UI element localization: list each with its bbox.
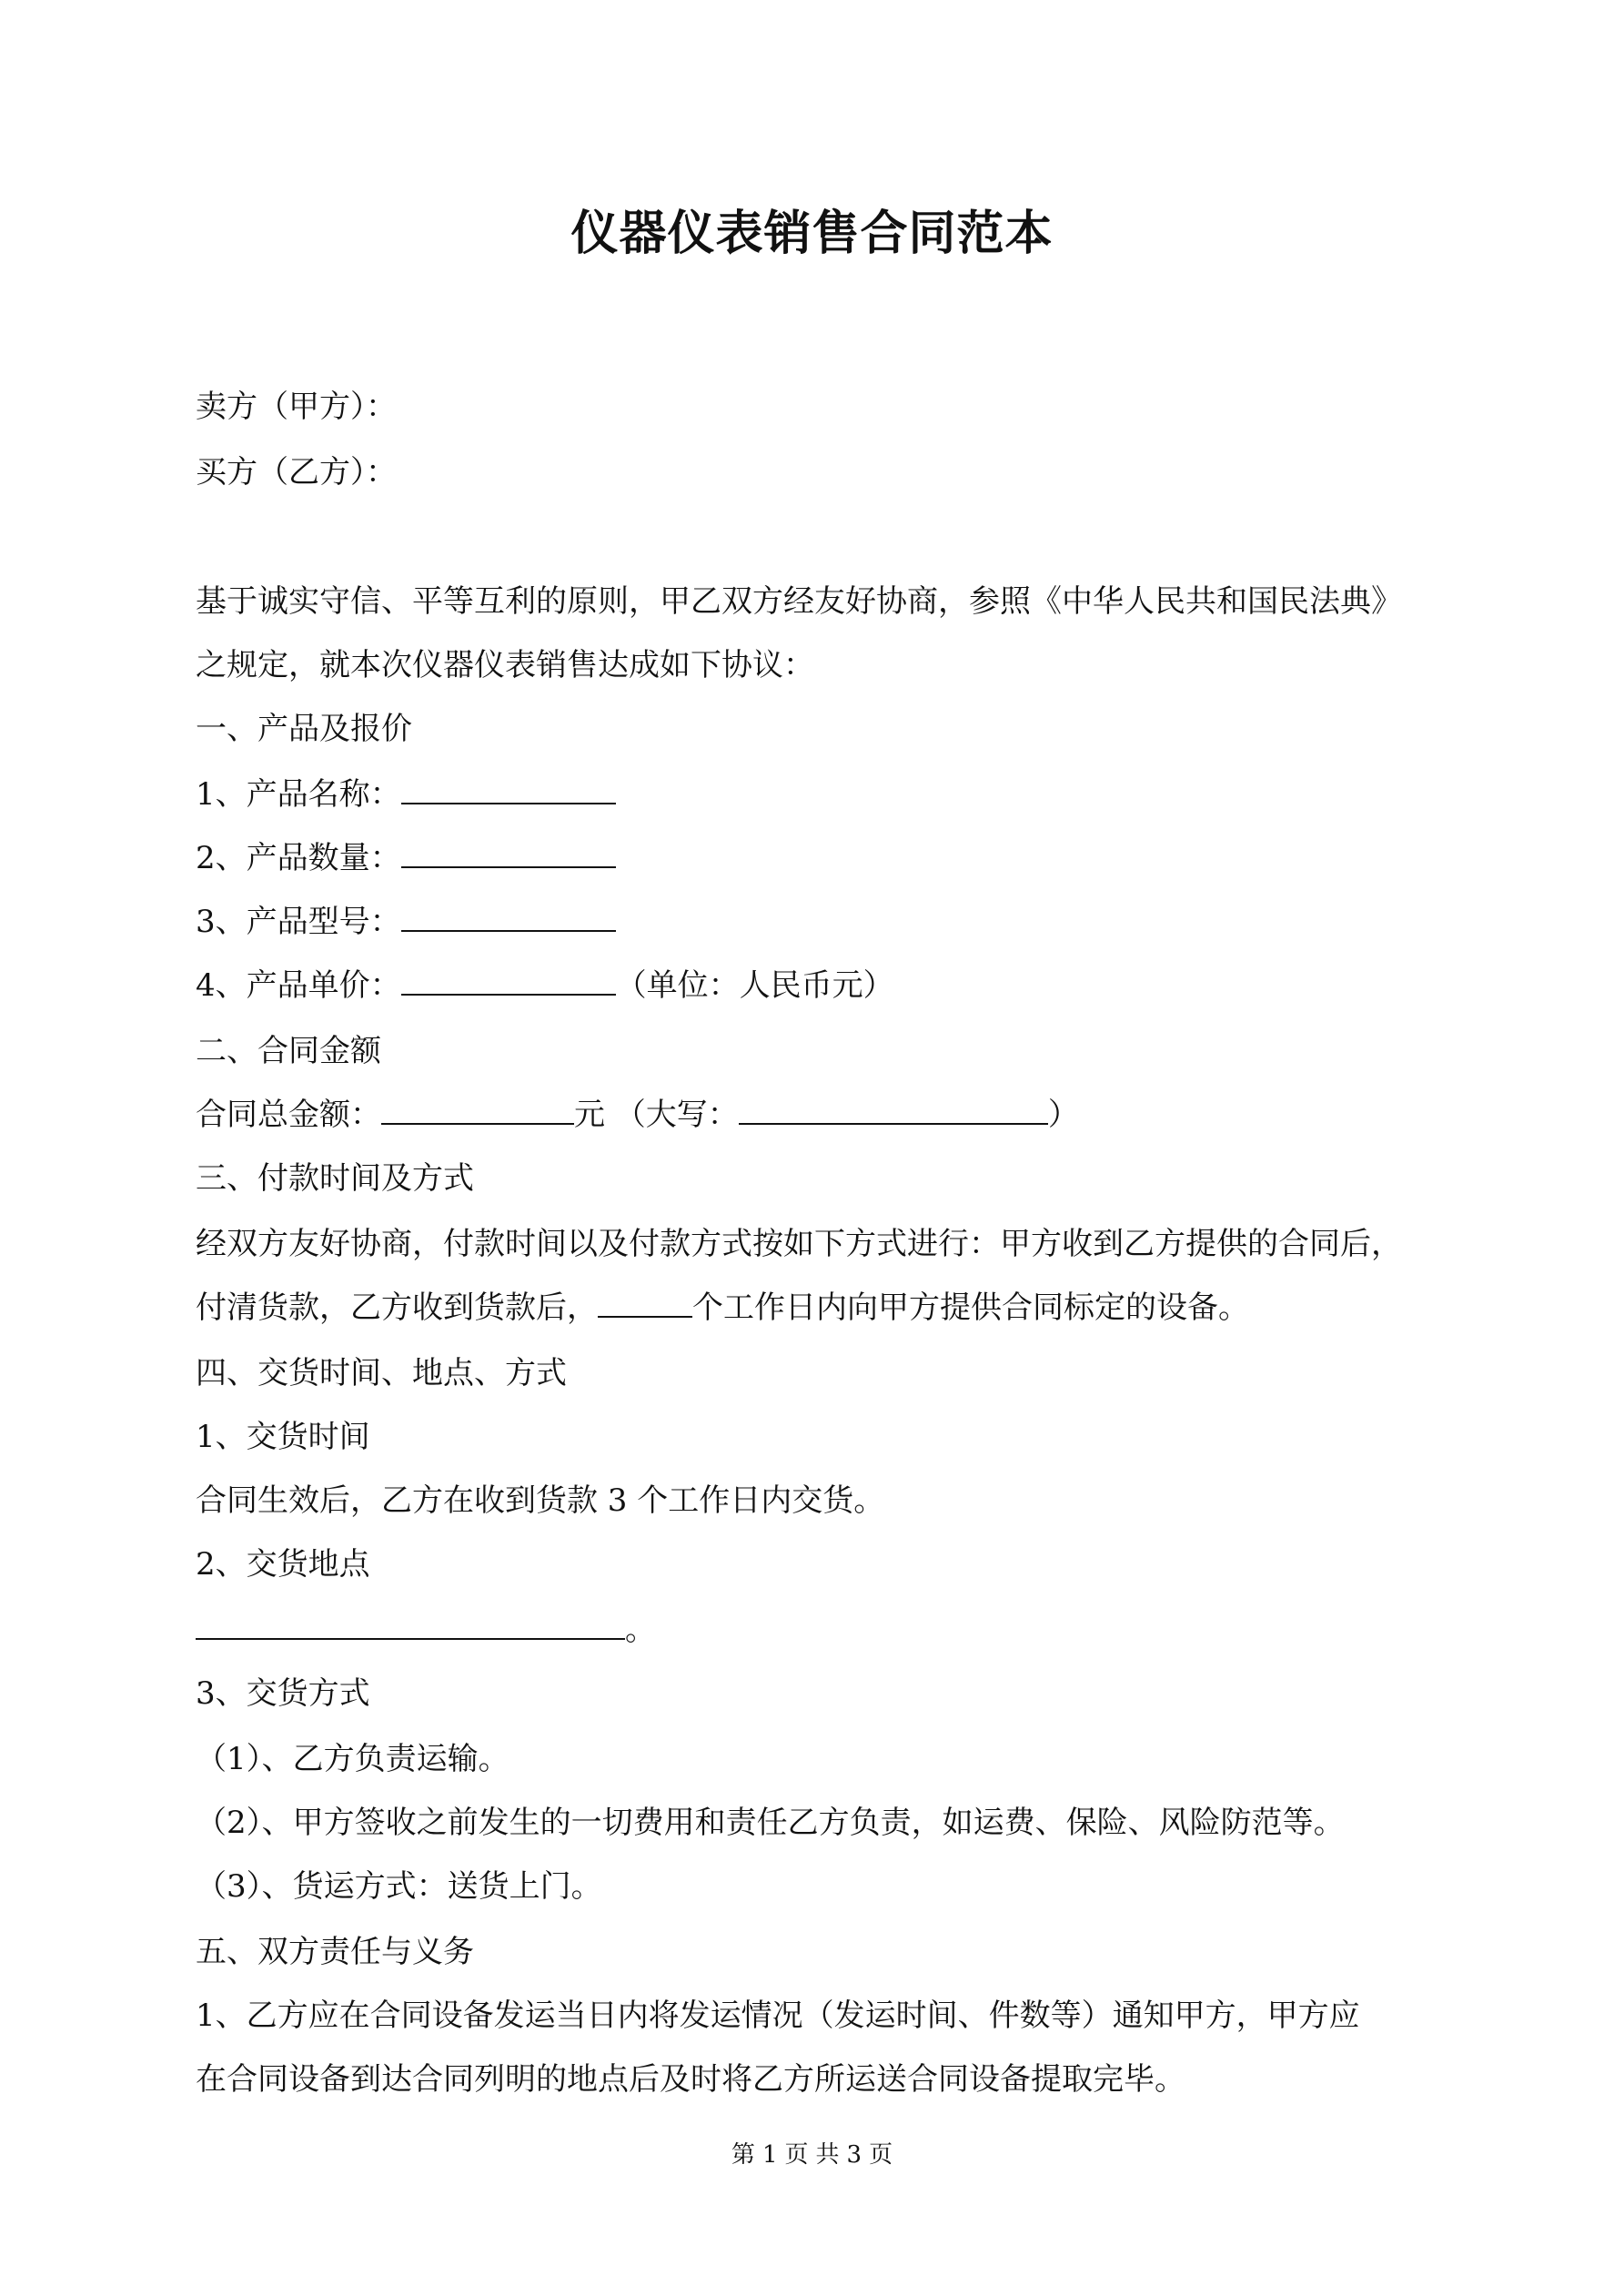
product-name-row — [196, 774, 616, 815]
footer-page-label: 第 — [731, 2141, 755, 2169]
preamble-line-2: 之规定，就本次仪器仪表销售达成如下协议： — [196, 647, 814, 683]
product-price-blank — [401, 965, 616, 996]
delivery-place-row — [196, 1609, 656, 1651]
payment-line-1: 经双方友好协商，付款时间以及付款方式按如下方式进行：甲方收到乙方提供的合同后， — [196, 1226, 1402, 1262]
section2-heading: 二、合同金额 — [196, 1033, 381, 1069]
contract-total-label: 合同总金额： — [196, 1097, 381, 1133]
document-title: 仪器仪表销售合同范本 — [570, 206, 1054, 261]
footer-total-label: 共 — [815, 2141, 840, 2169]
payment-line-2-suffix: 个工作日内向甲方提供合同标定的设备。 — [692, 1290, 1249, 1326]
product-name-blank — [401, 774, 616, 804]
delivery-method-3: （3）、货运方式：送货上门。 — [196, 1868, 602, 1905]
seller-line: 卖方（甲方）： — [196, 389, 397, 425]
payment-line-2 — [196, 1287, 1249, 1329]
product-price-label: 4、产品单价： — [196, 967, 401, 1004]
payment-days-blank — [598, 1287, 692, 1318]
footer-page-unit: 页 — [784, 2141, 809, 2169]
delivery-place-blank — [196, 1609, 625, 1640]
responsibility-line-2: 在合同设备到达合同列明的地点后及时将乙方所运送合同设备提取完毕。 — [196, 2061, 1185, 2098]
delivery-method-1: （1）、乙方负责运输。 — [196, 1741, 509, 1777]
section4-heading: 四、交货时间、地点、方式 — [196, 1355, 567, 1391]
responsibility-line-1: 1、乙方应在合同设备发运当日内将发运情况（发运时间、件数等）通知甲方，甲方应 — [196, 1998, 1360, 2034]
contract-total-row — [196, 1094, 1079, 1136]
payment-line-2-prefix: 付清货款，乙方收到货款后， — [196, 1290, 598, 1326]
product-quantity-label: 2、产品数量： — [196, 840, 401, 876]
contract-total-unit: 元 （大写： — [574, 1097, 739, 1133]
product-model-label: 3、产品型号： — [196, 904, 401, 940]
product-model-blank — [401, 901, 616, 932]
footer-total-unit: 页 — [869, 2141, 893, 2169]
section5-heading: 五、双方责任与义务 — [196, 1934, 474, 1970]
delivery-place-suffix: 。 — [625, 1612, 656, 1648]
product-model-row — [196, 901, 616, 943]
product-quantity-row — [196, 837, 616, 879]
delivery-time-text: 合同生效后，乙方在收到货款 3 个工作日内交货。 — [196, 1482, 885, 1519]
footer-total-pages: 3 — [846, 2141, 862, 2169]
preamble-line-1: 基于诚实守信、平等互利的原则，甲乙双方经友好协商，参照《中华人民共和国民法典》 — [196, 583, 1402, 620]
delivery-method-2: （2）、甲方签收之前发生的一切费用和责任乙方负责，如运费、保险、风险防范等。 — [196, 1805, 1345, 1841]
section1-heading: 一、产品及报价 — [196, 711, 412, 747]
product-price-unit: （单位：人民币元） — [615, 967, 894, 1004]
section3-heading: 三、付款时间及方式 — [196, 1160, 474, 1197]
page-footer — [0, 2139, 1624, 2171]
contract-total-blank — [381, 1094, 574, 1125]
contract-total-uppercase-blank — [739, 1094, 1048, 1125]
contract-total-close: ） — [1047, 1097, 1079, 1133]
delivery-time-heading: 1、交货时间 — [196, 1419, 370, 1455]
product-quantity-blank — [401, 837, 616, 868]
footer-page-number: 1 — [762, 2141, 778, 2169]
product-name-label: 1、产品名称： — [196, 776, 401, 813]
product-price-row — [196, 965, 894, 1006]
delivery-place-heading: 2、交货地点 — [196, 1546, 370, 1583]
delivery-method-heading: 3、交货方式 — [196, 1675, 370, 1712]
buyer-line: 买方（乙方）： — [196, 454, 397, 491]
